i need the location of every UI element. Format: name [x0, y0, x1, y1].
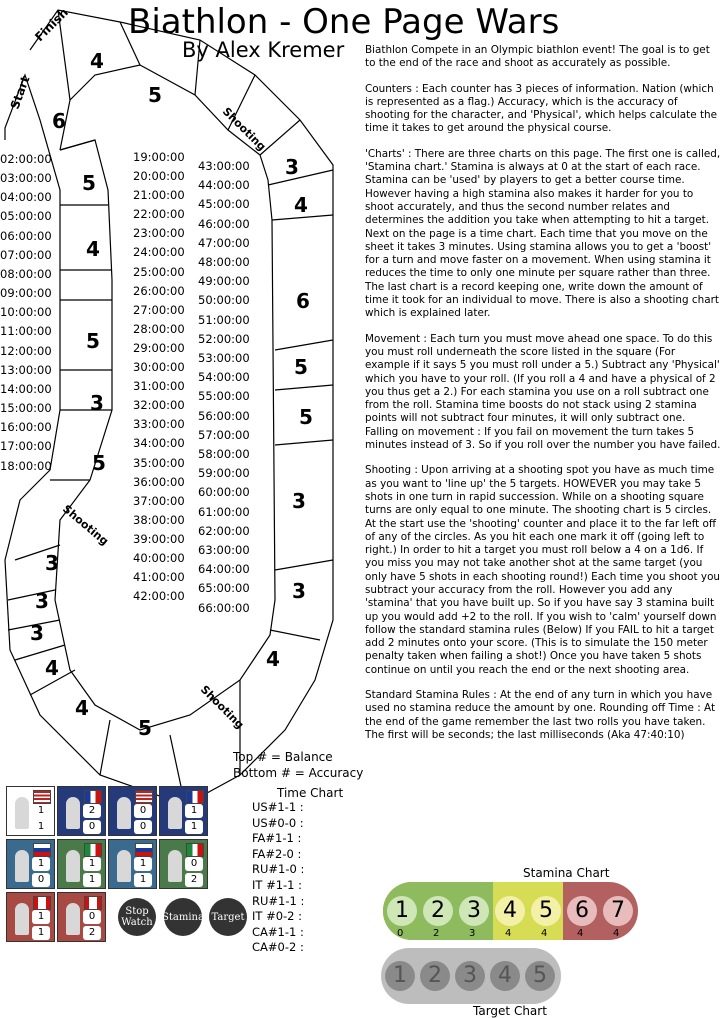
square: 5 — [138, 716, 152, 740]
counter-balance: 1 — [134, 857, 152, 871]
square: 6 — [296, 289, 310, 313]
page-title: Biathlon - One Page Wars — [128, 2, 560, 42]
square: 5 — [92, 451, 106, 475]
time-chart-row: CA#1-1 : — [252, 924, 304, 939]
time-slot: 28:00:00 — [133, 321, 185, 336]
time-slot: 08:00:00 — [0, 266, 52, 281]
target-token[interactable]: Target — [209, 898, 247, 936]
square: 5 — [148, 83, 162, 107]
time-slot: 17:00:00 — [0, 439, 52, 454]
rules-movement: Movement : Each turn you must move ahead one space. To do this you must roll underneath the score listed in the square (For example if it says 5 you must roll under a 5.) Subtract any 'Physical' which you have to your roll. (If you roll a 4 and have a physical of 2 you thus get a 2.) For each stamina you use on a roll subtract one from the roll. Stamina time boosts do not stack using 2 stamina points will not subtract four minutes, it will only subtract one. Falling on movement : If you fail on movement the turn takes 5 minutes instead of 3. So if you roll over the number you have failed. — [365, 332, 721, 452]
stamina-token[interactable]: Stamina — [164, 898, 202, 936]
time-slot: 19:00:00 — [133, 150, 185, 164]
biathlete-icon — [168, 850, 182, 882]
time-slot: 45:00:00 — [198, 197, 250, 212]
time-slot: 07:00:00 — [0, 247, 52, 262]
byline: By Alex Kremer — [182, 38, 345, 62]
stamina-circle[interactable]: 4 — [495, 896, 525, 926]
time-slot: 09:00:00 — [0, 286, 52, 301]
time-slot: 12:00:00 — [0, 343, 52, 358]
square: 5 — [86, 329, 100, 353]
time-column-2 — [133, 148, 185, 606]
time-slot: 10:00:00 — [0, 305, 52, 320]
time-column-3 — [198, 157, 250, 618]
counter-accuracy: 1 — [134, 873, 152, 887]
target-circle[interactable]: 5 — [525, 961, 555, 991]
square: 6 — [52, 109, 66, 133]
time-slot: 48:00:00 — [198, 255, 250, 270]
rules-shooting: Shooting : Upon arriving at a shooting spot you have as much time as you want to 'line up' the 5 targets. HOWEVER you may take 5 shots in one turn in rapid succession. While on a shooting square turns are only equal to one minute. The shooting chart is 5 circles. At the start use the 'shooting' counter and place it to the far left off of any of the circles. As you hit each one mark it off (going left to right.) In order to hit a target you must roll below a 4 on a 1d6. If you miss you may not take another shot at the same target (you only have 5 shots in each shooting round!) Each time you shoot you subtract your accuracy from the roll. However you add any 'stamina' that you have built up. So if you have say 3 stamina built up you would add +2 to the roll. If you wish to 'calm' yourself down follow the standard stamina rules (Below) If you FAIL to hit a target add 2 minutes onto your score. (This is to simulate the 150 meter penalty taken when failing a shot!) Once you have taken 5 shots continue on until you reach the end or the next shooting area. — [365, 464, 721, 676]
time-slot: 52:00:00 — [198, 331, 250, 346]
time-chart-row: RU#1-1 : — [252, 893, 305, 908]
time-slot: 36:00:00 — [133, 474, 185, 489]
square: 3 — [90, 391, 104, 415]
counter-balance: 1 — [32, 910, 50, 924]
time-slot: 16:00:00 — [0, 420, 52, 435]
fr-flag-icon — [186, 790, 204, 804]
biathlete-icon — [15, 797, 29, 829]
square: 3 — [292, 579, 306, 603]
counter-accuracy: 1 — [185, 820, 203, 834]
rules-stamina: Standard Stamina Rules : At the end of any turn in which you have used no stamina reduce the amount by one. Rounding off Time : At the end of the game remember the last two rolls you have taken. The first will be seconds; the last milliseconds (Aka 47:40:10) — [365, 689, 716, 741]
biathlete-icon — [117, 850, 131, 882]
time-slot: 20:00:00 — [133, 169, 185, 184]
stamina-modifier: 4 — [577, 928, 584, 939]
ca-flag-icon — [33, 896, 51, 910]
time-slot: 11:00:00 — [0, 324, 52, 339]
finish-label: Finish — [32, 5, 71, 45]
counter-accuracy: 0 — [134, 820, 152, 834]
time-slot: 44:00:00 — [198, 178, 250, 193]
time-slot: 42:00:00 — [133, 589, 185, 604]
rules-charts: 'Charts' : There are three charts on this page. The first one is called, 'Stamina chart.' Stamina is always at 0 at the start of each race. Stamina can be 'used' by players to get a better course time. However having a high stamina also makes it harder for you to shoot accurately, and thus the second number relates and determines the addition you take when attempting to hit a target. Next on the page is a time chart. Each time that you move on the sheet it takes 3 minutes. Using stamina allows you to get a 'boost' for a turn and move faster on a movement. When using stamina it reduces the time to only one minute per square rather than three. The last chart is a record keeping one, write down the amount of time it took for an individual to move. There is also a shooting chart which is explained later. — [365, 147, 721, 320]
counter-balance: 0 — [185, 857, 203, 871]
counter-accuracy: 1 — [32, 820, 50, 834]
counter-chip[interactable] — [57, 786, 106, 836]
target-circle[interactable]: 2 — [420, 961, 450, 991]
time-slot: 18:00:00 — [0, 458, 52, 473]
counter-chip[interactable] — [6, 786, 55, 836]
legend-bottom: Bottom # = Accuracy — [233, 766, 364, 780]
stamina-modifier: 2 — [433, 928, 440, 939]
start-label: Start — [7, 74, 33, 112]
counter-balance: 0 — [134, 804, 152, 818]
time-slot: 27:00:00 — [133, 302, 185, 317]
time-slot: 25:00:00 — [133, 264, 185, 279]
biathlete-icon — [168, 797, 182, 829]
time-slot: 34:00:00 — [133, 436, 185, 451]
time-slot: 29:00:00 — [133, 340, 185, 355]
square: 4 — [45, 656, 59, 680]
square: 5 — [82, 171, 96, 195]
time-slot: 46:00:00 — [198, 216, 250, 231]
it-flag-icon — [186, 843, 204, 857]
time-chart-row: US#0-0 : — [252, 815, 304, 830]
counter-balance: 1 — [32, 857, 50, 871]
time-slot: 39:00:00 — [133, 531, 185, 546]
counter-chip[interactable] — [159, 839, 208, 889]
counter-chip[interactable] — [108, 786, 157, 836]
time-slot: 54:00:00 — [198, 370, 250, 385]
time-slot: 62:00:00 — [198, 523, 250, 538]
target-circle[interactable]: 1 — [385, 961, 415, 991]
biathlete-icon — [15, 903, 29, 935]
time-column-1 — [0, 150, 52, 476]
time-slot: 65:00:00 — [198, 581, 250, 596]
stopwatch-token[interactable]: Stop Watch — [118, 898, 156, 936]
time-slot: 47:00:00 — [198, 235, 250, 250]
stamina-chart — [383, 882, 638, 942]
time-slot: 58:00:00 — [198, 447, 250, 462]
time-slot: 30:00:00 — [133, 360, 185, 375]
biathlete-icon — [117, 797, 131, 829]
time-chart-row: FA#1-1 : — [252, 831, 302, 846]
stamina-circle[interactable]: 7 — [603, 896, 633, 926]
target-chart — [381, 948, 561, 1004]
time-chart-row: RU#1-0 : — [252, 862, 305, 877]
fr-flag-icon — [84, 790, 102, 804]
shooting-label-bottom: Shooting — [197, 682, 247, 732]
time-slot: 66:00:00 — [198, 600, 250, 615]
counter-balance: 2 — [83, 804, 101, 818]
counter-balance: 1 — [185, 804, 203, 818]
stamina-circle[interactable]: 2 — [423, 896, 453, 926]
shooting-label-top: Shooting — [219, 104, 269, 154]
time-slot: 04:00:00 — [0, 190, 52, 205]
counter-accuracy: 2 — [83, 926, 101, 940]
time-slot: 51:00:00 — [198, 312, 250, 327]
it-flag-icon — [84, 843, 102, 857]
time-slot: 53:00:00 — [198, 351, 250, 366]
time-chart-row: CA#0-2 : — [252, 940, 304, 955]
time-slot: 49:00:00 — [198, 274, 250, 289]
square: 4 — [86, 237, 100, 261]
time-slot: 14:00:00 — [0, 381, 52, 396]
time-slot: 59:00:00 — [198, 466, 250, 481]
time-slot: 37:00:00 — [133, 493, 185, 508]
us-flag-icon — [33, 790, 51, 804]
stamina-circle[interactable]: 3 — [459, 896, 489, 926]
time-slot: 50:00:00 — [198, 293, 250, 308]
time-slot: 05:00:00 — [0, 209, 52, 224]
time-chart-row: US#1-1 : — [252, 800, 304, 814]
rules-intro: Biathlon Compete in an Olympic biathlon event! The goal is to get to the end of the race and shoot as accurately as possible. — [365, 44, 710, 70]
time-slot: 02:00:00 — [0, 152, 52, 166]
time-slot: 60:00:00 — [198, 485, 250, 500]
time-slot: 21:00:00 — [133, 188, 185, 203]
time-slot: 23:00:00 — [133, 226, 185, 241]
counter-row — [6, 839, 210, 889]
counter-accuracy: 0 — [32, 873, 50, 887]
counter-chip[interactable] — [6, 892, 55, 942]
stamina-modifier: 4 — [505, 928, 512, 939]
time-slot: 56:00:00 — [198, 408, 250, 423]
square: 3 — [30, 621, 44, 645]
rules-text — [365, 44, 721, 754]
time-slot: 43:00:00 — [198, 159, 250, 173]
time-chart-row: IT #1-1 : — [252, 877, 303, 892]
time-slot: 61:00:00 — [198, 504, 250, 519]
stamina-modifier: 4 — [541, 928, 548, 939]
time-slot: 15:00:00 — [0, 401, 52, 416]
time-slot: 64:00:00 — [198, 562, 250, 577]
counter-balance: 1 — [83, 857, 101, 871]
square: 3 — [45, 551, 59, 575]
rules-counters: Counters : Each counter has 3 pieces of information. Nation (which is represented as a flag.) Accuracy, which is the accuracy of shooting for the character, and 'Physical', which helps calculate the time it takes to get around the physical course. — [365, 82, 717, 135]
square: 4 — [266, 647, 280, 671]
time-slot: 57:00:00 — [198, 427, 250, 442]
time-slot: 33:00:00 — [133, 417, 185, 432]
biathlete-icon — [66, 797, 80, 829]
stamina-circle[interactable]: 6 — [567, 896, 597, 926]
target-circle[interactable]: 4 — [490, 961, 520, 991]
counter-chip[interactable] — [57, 892, 106, 942]
counter-row — [6, 786, 210, 836]
stamina-chart-title: Stamina Chart — [523, 866, 610, 880]
time-chart-row: IT #0-2 : — [252, 909, 303, 924]
ca-flag-icon — [84, 896, 102, 910]
time-slot: 41:00:00 — [133, 570, 185, 585]
time-chart — [252, 800, 304, 956]
time-slot: 55:00:00 — [198, 389, 250, 404]
time-slot: 35:00:00 — [133, 455, 185, 470]
counter-accuracy: 0 — [83, 820, 101, 834]
counter-chip[interactable] — [57, 839, 106, 889]
biathlete-icon — [66, 903, 80, 935]
square: 4 — [75, 696, 89, 720]
square: 4 — [90, 49, 104, 73]
counter-chip[interactable] — [108, 839, 157, 889]
time-chart-row: FA#2-0 : — [252, 846, 302, 861]
counter-chip[interactable] — [159, 786, 208, 836]
time-slot: 06:00:00 — [0, 228, 52, 243]
biathlete-icon — [15, 850, 29, 882]
time-slot: 38:00:00 — [133, 512, 185, 527]
target-chart-title: Target Chart — [473, 1004, 547, 1018]
stamina-circle[interactable]: 5 — [531, 896, 561, 926]
legend-top: Top # = Balance — [233, 750, 333, 764]
counter-accuracy: 2 — [185, 873, 203, 887]
us-flag-icon — [135, 790, 153, 804]
target-circle[interactable]: 3 — [455, 961, 485, 991]
stamina-modifier: 0 — [397, 928, 404, 939]
time-slot: 03:00:00 — [0, 171, 52, 186]
counter-chip[interactable] — [6, 839, 55, 889]
time-slot: 22:00:00 — [133, 207, 185, 222]
square: 4 — [294, 193, 308, 217]
counter-accuracy: 1 — [32, 926, 50, 940]
counter-accuracy: 1 — [83, 873, 101, 887]
stamina-modifier: 4 — [613, 928, 620, 939]
time-slot: 24:00:00 — [133, 245, 185, 260]
counter-balance: 0 — [83, 910, 101, 924]
time-slot: 40:00:00 — [133, 550, 185, 565]
stamina-modifier: 3 — [469, 928, 476, 939]
time-slot: 32:00:00 — [133, 398, 185, 413]
time-chart-title: Time Chart — [277, 786, 344, 800]
ru-flag-icon — [135, 843, 153, 857]
time-slot: 13:00:00 — [0, 362, 52, 377]
square: 3 — [285, 155, 299, 179]
shooting-label-left: Shooting — [60, 502, 112, 549]
time-slot: 26:00:00 — [133, 283, 185, 298]
square: 3 — [35, 589, 49, 613]
ru-flag-icon — [33, 843, 51, 857]
counter-balance: 1 — [32, 804, 50, 818]
square: 3 — [292, 489, 306, 513]
biathlete-icon — [66, 850, 80, 882]
stamina-circle[interactable]: 1 — [387, 896, 417, 926]
square: 5 — [299, 405, 313, 429]
time-slot: 31:00:00 — [133, 379, 185, 394]
time-slot: 63:00:00 — [198, 543, 250, 558]
square: 5 — [294, 355, 308, 379]
